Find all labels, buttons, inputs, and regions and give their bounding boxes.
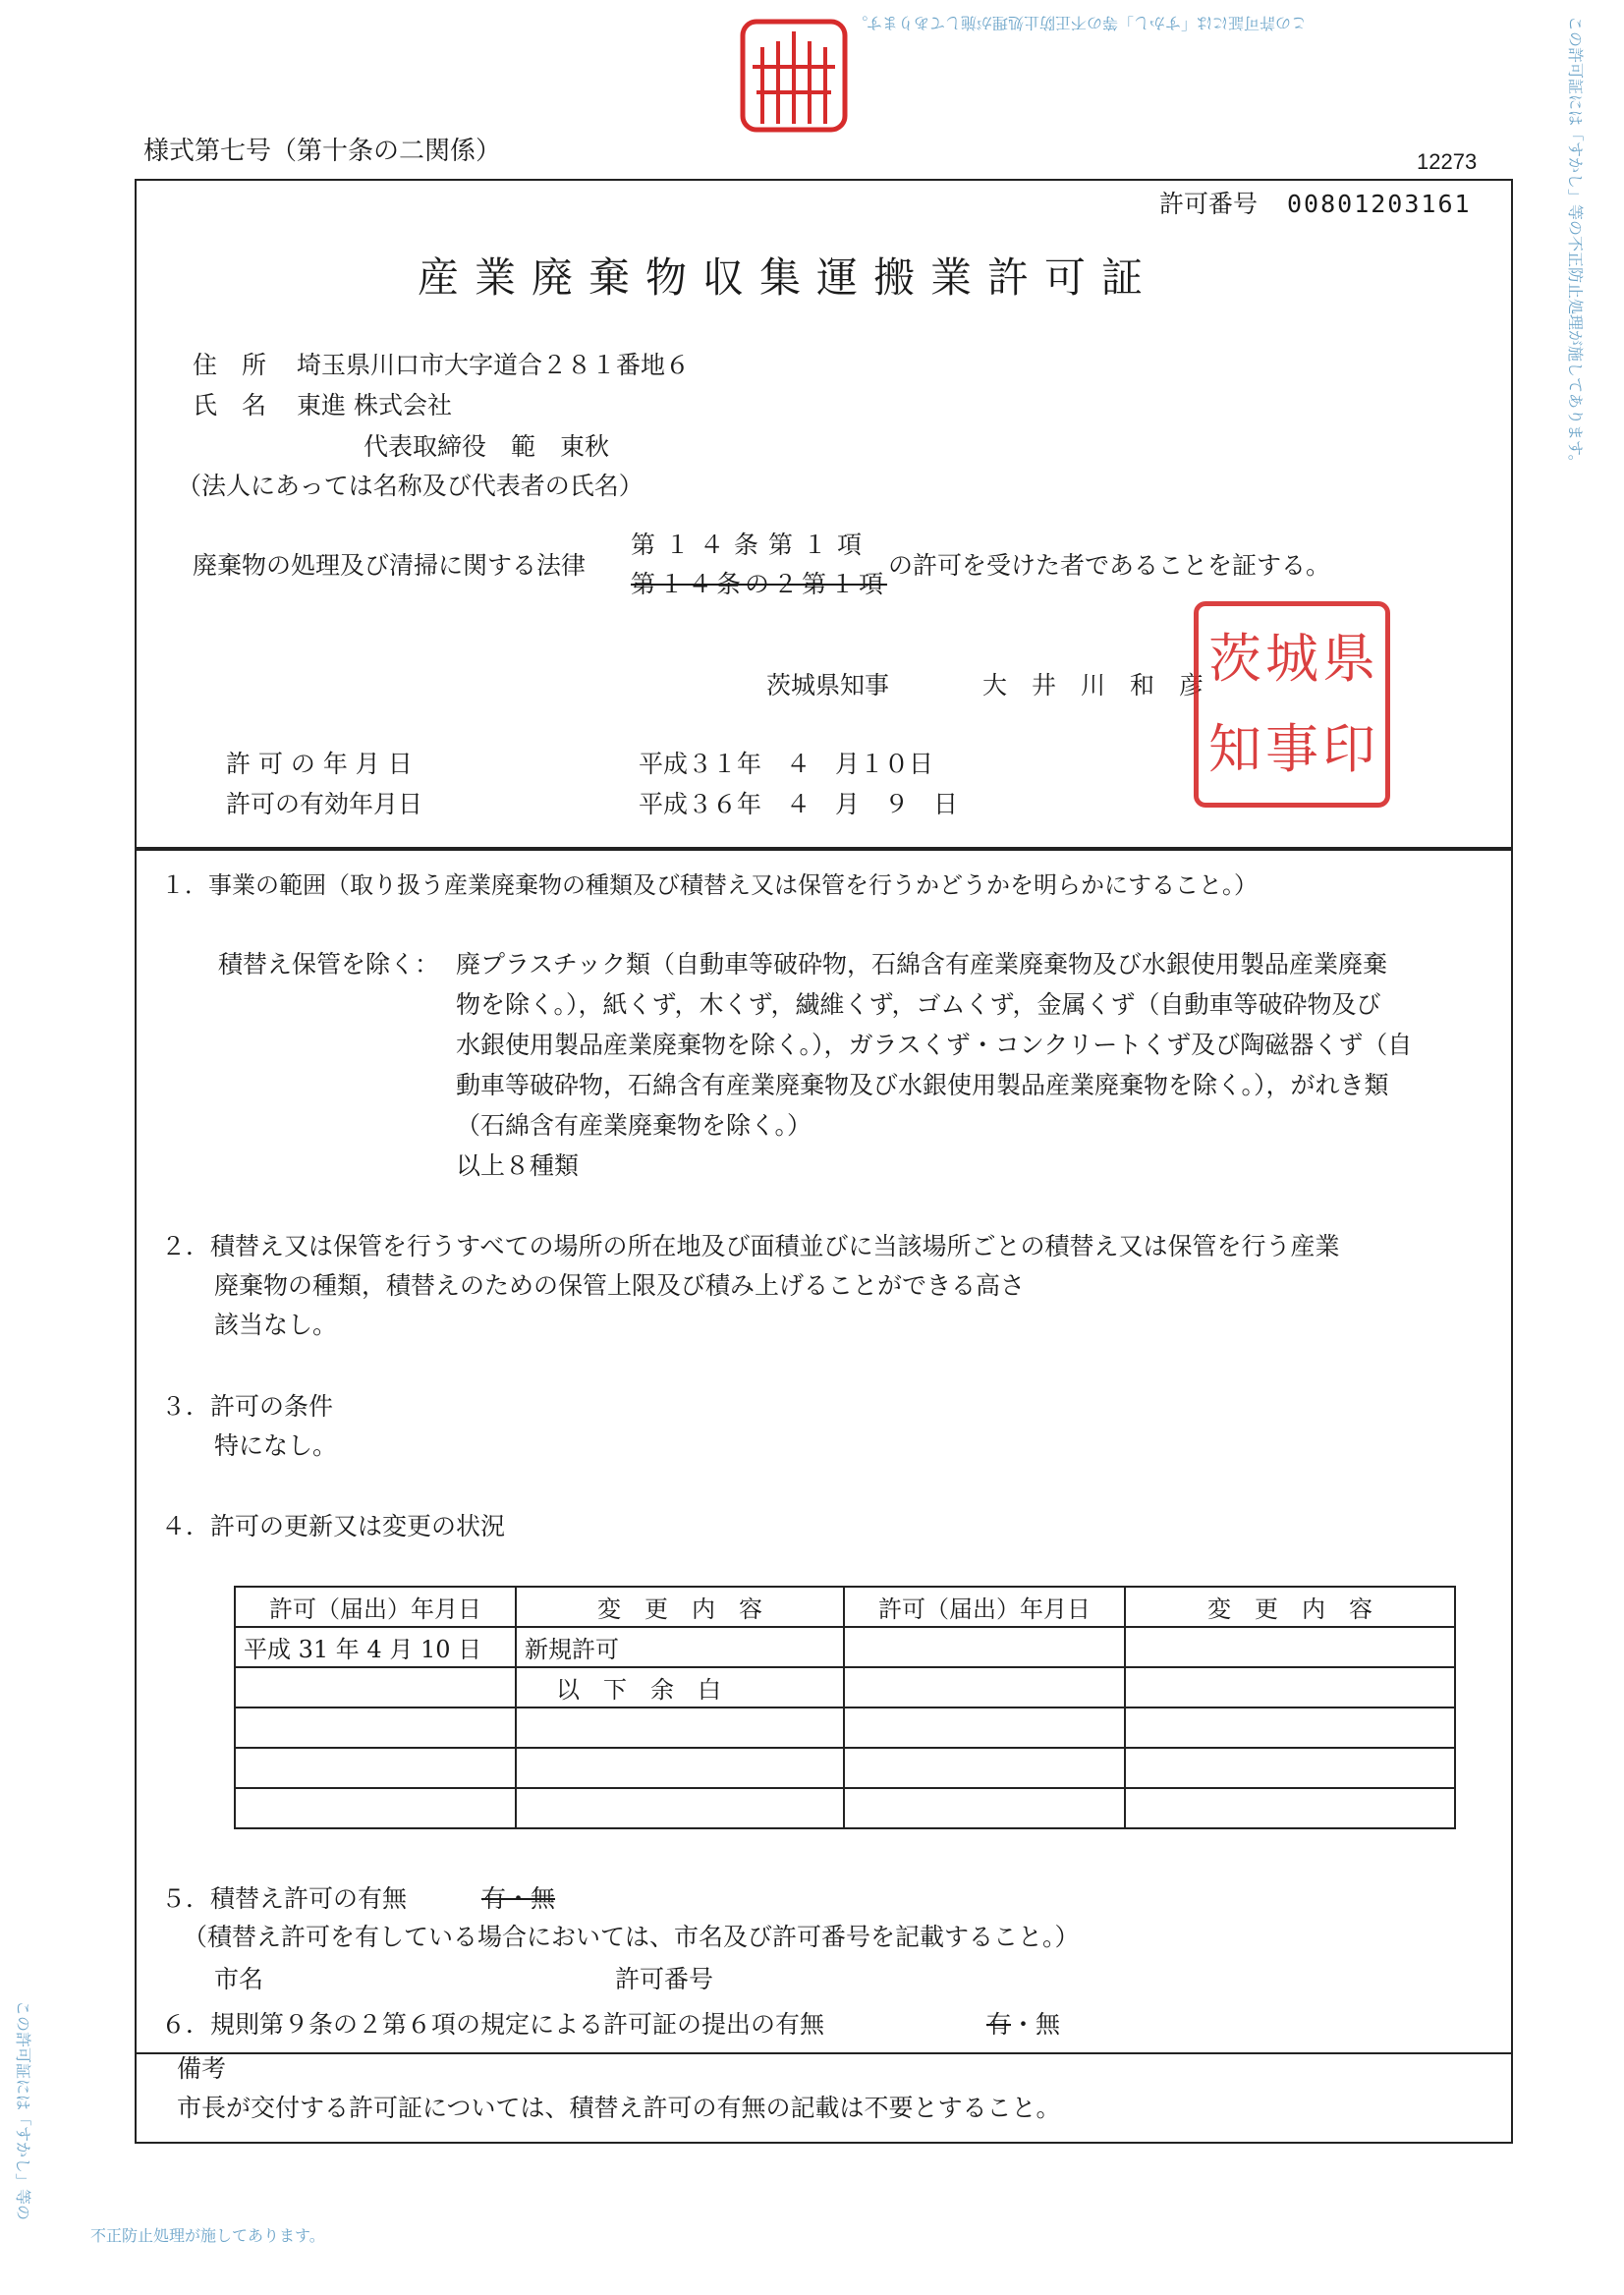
section1-lead: 積替え保管を除く： [218, 950, 440, 979]
section6-no: 無 [1036, 2010, 1061, 2039]
table-cell [844, 1748, 1125, 1788]
document-number: 12273 [1417, 149, 1478, 174]
permit-number-field-label: 許可番号 [615, 1965, 714, 1993]
table-cell [1125, 1707, 1455, 1748]
section2-content: 該当なし。 [214, 1311, 338, 1339]
issuer-title: 茨城県知事 [766, 671, 890, 700]
table-cell: 平成 31 年 4 月 10 日 [235, 1627, 516, 1667]
section3-content: 特になし。 [214, 1431, 338, 1460]
article-1: 第１４条第１項 [631, 531, 872, 559]
form-label: 様式第七号（第十条の二関係） [143, 137, 502, 166]
remarks-label: 備考 [177, 2054, 227, 2083]
table-cell [516, 1788, 844, 1828]
section2-heading-cont: 廃棄物の種類，積替えのための保管上限及び積み上げることができる高さ [214, 1271, 1026, 1300]
table-row [235, 1627, 1455, 1667]
seal-char: 城 [1265, 628, 1318, 690]
section1-total: 以上８種類 [456, 1151, 580, 1180]
section1-line: 動車等破砕物，石綿含有産業廃棄物及び水銀使用製品産業廃棄物を除く。），がれき類 [456, 1071, 1389, 1099]
name-label: 氏 名 [193, 391, 267, 420]
table-cell [1125, 1667, 1455, 1707]
header-date: 許可（届出）年月日 [844, 1587, 1125, 1627]
seal-char: 印 [1322, 718, 1375, 780]
anti-forgery-note-bottom: 不正防止処理が施してあります。 [90, 2226, 325, 2245]
table-header-row [235, 1587, 1455, 1627]
section3-heading: ３．許可の条件 [161, 1392, 334, 1421]
governor-seal [1194, 601, 1390, 808]
remarks-text: 市長が交付する許可証については、積替え許可の有無の記載は不要とすること。 [177, 2094, 1061, 2122]
section-divider [135, 849, 1513, 851]
address-label: 住 所 [193, 351, 267, 379]
table-cell [844, 1707, 1125, 1748]
table-cell [516, 1748, 844, 1788]
issuer-name: 大 井 川 和 彦 [982, 671, 1204, 700]
representative: 代表取締役 範 東秋 [364, 432, 610, 461]
header-change: 変 更 内 容 [516, 1587, 844, 1627]
address: 埼玉県川口市大字道合２８１番地６ [297, 351, 691, 379]
permit-date-label: 許 可 の 年 月 日 [226, 750, 413, 778]
section6-separator: ・ [1011, 2010, 1036, 2039]
table-cell: 新規許可 [516, 1627, 844, 1667]
table-cell [844, 1627, 1125, 1667]
applicant-note: （法人にあっては名称及び代表者の氏名） [177, 472, 644, 500]
header-date: 許可（届出）年月日 [235, 1587, 516, 1627]
section6-yes-struck: 有 [986, 2010, 1012, 2039]
table-row [235, 1748, 1455, 1788]
table-cell [235, 1748, 516, 1788]
certification-suffix: の許可を受けた者であることを証する。 [888, 551, 1331, 580]
section6-value [986, 2010, 1060, 2040]
table-row [235, 1788, 1455, 1828]
section5-note: （積替え許可を有している場合においては、市名及び許可番号を記載すること。） [183, 1923, 1080, 1951]
section2-heading: ２．積替え又は保管を行うすべての場所の所在地及び面積並びに当該場所ごとの積替え又は保管を行う産業 [161, 1232, 1340, 1260]
table-cell [235, 1707, 516, 1748]
top-seal [739, 18, 849, 134]
permit-date: 平成３１年 ４ 月１０日 [639, 750, 934, 778]
table-cell [844, 1667, 1125, 1707]
law-name: 廃棄物の処理及び清掃に関する法律 [193, 551, 587, 580]
table-row [235, 1707, 1455, 1748]
section1-line: （石綿含有産業廃棄物を除く。） [456, 1111, 812, 1140]
permit-number-label: 許可番号 [1159, 190, 1259, 218]
section1-line: 物を除く。），紙くず，木くず，繊維くず，ゴムくず，金属くず（自動車等破砕物及び [456, 990, 1381, 1019]
article-2-struck: 第１４条の２第１項 [631, 570, 888, 598]
anti-forgery-note-right: この許可証には「すかし」等の不正防止処理が施してあります。 [1566, 16, 1585, 471]
remarks-divider [135, 2052, 1513, 2054]
table-cell [1125, 1748, 1455, 1788]
table-row [235, 1667, 1455, 1707]
section5-value: 有・無 [481, 1884, 556, 1913]
section1-line: 廃プラスチック類（自動車等破砕物，石綿含有産業廃棄物及び水銀使用製品産業廃棄 [456, 950, 1388, 979]
page-title: 産業廃棄物収集運搬業許可証 [418, 253, 1159, 302]
company-name: 東進 株式会社 [297, 391, 452, 420]
section5-heading: ５．積替え許可の有無 [161, 1884, 408, 1913]
header-change: 変 更 内 容 [1125, 1587, 1455, 1627]
table-cell [235, 1788, 516, 1828]
anti-forgery-note-left: この許可証には「すかし」等の [14, 2000, 32, 2221]
table-cell [516, 1707, 844, 1748]
expiry-date: 平成３６年 ４ 月 ９ 日 [639, 790, 959, 818]
table-cell [1125, 1627, 1455, 1667]
section1-line: 水銀使用製品産業廃棄物を除く。），ガラスくず・コンクリートくず及び陶磁器くず（自 [456, 1031, 1413, 1059]
table-cell [844, 1788, 1125, 1828]
table-cell [235, 1667, 516, 1707]
change-history-table [234, 1586, 1456, 1829]
section1-heading: １．事業の範囲（取り扱う産業廃棄物の種類及び積替え又は保管を行うかどうかを明らかにすること。） [161, 871, 1258, 899]
permit-number: 00801203161 [1287, 190, 1472, 218]
seal-char: 県 [1322, 628, 1375, 690]
seal-char: 茨 [1208, 628, 1261, 690]
table-cell: 以 下 余 白 [516, 1667, 844, 1707]
anti-forgery-note-top-flipped: この許可証には「すかし」等の不正防止処理が施してあります。 [852, 14, 1307, 32]
city-label: 市名 [214, 1965, 264, 1993]
section4-heading: ４．許可の更新又は変更の状況 [161, 1512, 506, 1540]
seal-char: 事 [1265, 718, 1318, 780]
seal-char: 知 [1208, 718, 1261, 780]
section6-heading: ６．規則第９条の２第６項の規定による許可証の提出の有無 [161, 2010, 825, 2039]
expiry-date-label: 許可の有効年月日 [226, 790, 423, 818]
table-cell [1125, 1788, 1455, 1828]
